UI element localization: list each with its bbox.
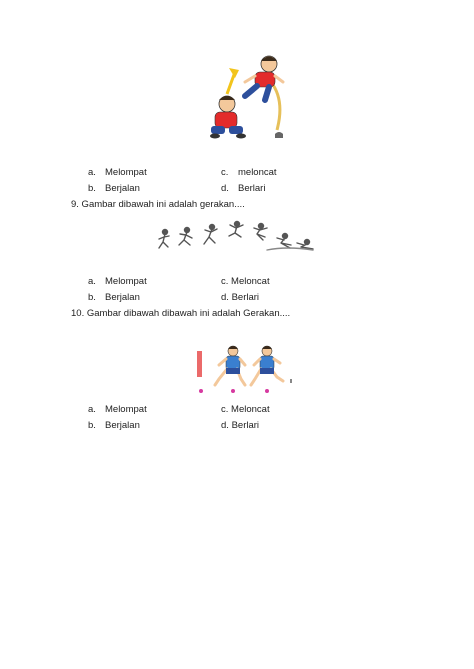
q9-option-b-text: Berjalan	[105, 292, 140, 303]
q8-option-a[interactable]	[88, 167, 147, 178]
q8-option-c-letter: c.	[221, 167, 229, 178]
q8-option-b-text: Berjalan	[105, 183, 140, 194]
q9-option-d-text: Berlari	[231, 292, 260, 303]
q10-option-a-letter: a.	[88, 404, 96, 415]
q9-option-a[interactable]	[88, 276, 147, 287]
q8-option-b-letter: b.	[88, 183, 96, 194]
q10-option-c-text: Meloncat	[231, 404, 270, 415]
q9-option-d-letter: d.	[221, 292, 229, 303]
q10-option-c[interactable]	[221, 404, 270, 415]
q9-option-c-text: Meloncat	[231, 276, 270, 287]
q10-option-c-letter: c.	[221, 404, 229, 415]
q9-option-c-letter: c.	[221, 276, 229, 287]
q10-option-a-text: Melompat	[105, 404, 147, 415]
q10-option-b-text: Berjalan	[105, 420, 140, 431]
q8-option-a-letter: a.	[88, 167, 96, 178]
q9-question: 9. Gambar dibawah ini adalah gerakan....	[71, 199, 245, 210]
q10-option-d-letter: d.	[221, 420, 229, 431]
q9-option-a-letter: a.	[88, 276, 96, 287]
q9-option-b[interactable]	[88, 292, 140, 303]
q9-option-d[interactable]	[221, 292, 259, 303]
q8-option-b[interactable]	[88, 183, 140, 194]
q8-option-d-letter: d.	[221, 183, 229, 194]
q9-option-b-letter: b.	[88, 292, 96, 303]
q10-option-a[interactable]	[88, 404, 147, 415]
q9-option-c[interactable]	[221, 276, 270, 287]
q8-option-a-text: Melompat	[105, 167, 147, 178]
q10-question: 10. Gambar dibawah dibawah ini adalah Gerakan....	[71, 308, 291, 319]
q10-option-d-text: Berlari	[231, 420, 260, 431]
q10-option-d[interactable]	[221, 420, 259, 431]
q8-option-d-text: Berlari	[238, 183, 266, 194]
long-jump-sequence-illustration	[157, 218, 315, 254]
q8-option-c-text: meloncat	[238, 167, 277, 178]
q9-option-a-text: Melompat	[105, 276, 147, 287]
leapfrog-illustration	[205, 52, 297, 144]
q8-option-d[interactable]	[221, 183, 265, 194]
q8-option-c[interactable]	[221, 167, 277, 178]
q10-option-b-letter: b.	[88, 420, 96, 431]
running-kids-illustration	[197, 343, 293, 397]
q10-option-b[interactable]	[88, 420, 140, 431]
